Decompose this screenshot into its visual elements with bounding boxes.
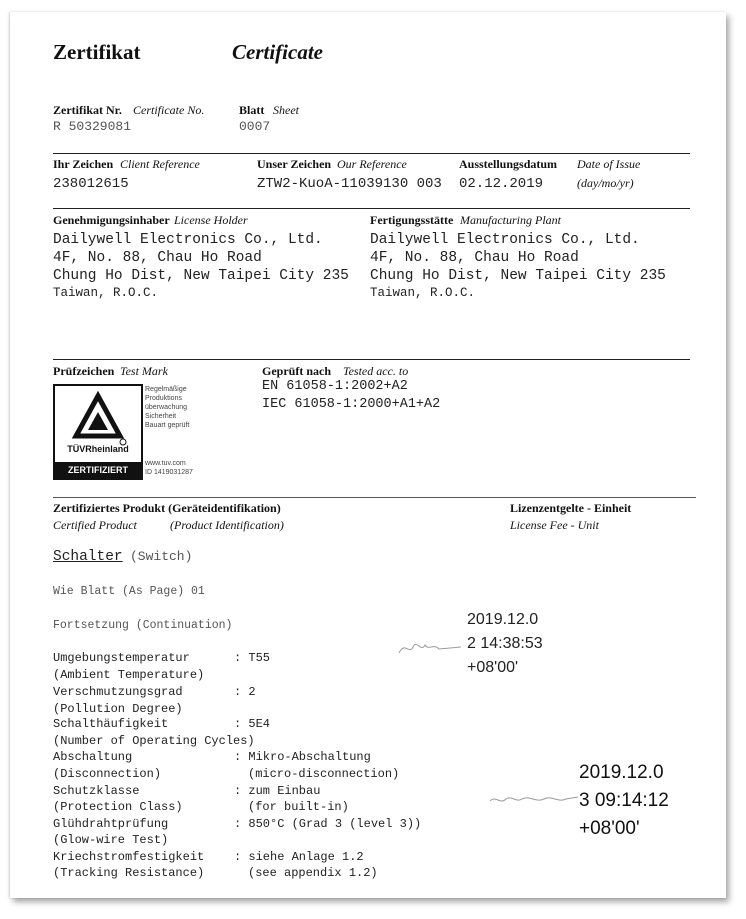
spec-value-en: (micro-disconnection): [248, 767, 400, 781]
stamp-time: 2 14:38:53: [467, 635, 543, 652]
spec-label-en: (Number of Operating Cycles): [53, 734, 255, 748]
spec-label-de: Umgebungstemperatur: [53, 651, 190, 665]
spec-label-en: (Ambient Temperature): [53, 668, 205, 682]
testmark-url: www.tuv.com: [145, 460, 186, 467]
title-en: Certificate: [232, 40, 323, 64]
holder-label-de: Genehmigungsinhaber: [53, 213, 170, 227]
handwritten-signature: [395, 633, 465, 659]
our-ref-label-de: Unser Zeichen: [257, 157, 332, 171]
handwritten-signature: [488, 789, 580, 809]
product-label-en: Certified Product: [53, 518, 137, 532]
tuv-rheinland-logo: [53, 384, 143, 480]
product-label-en-2: (Product Identification): [170, 518, 284, 532]
divider: [53, 153, 690, 154]
spec-label-de: Schutzklasse: [53, 784, 140, 798]
date-format: (day/mo/yr): [577, 176, 634, 190]
spec-label-en: (Protection Class): [53, 800, 183, 814]
cert-no-label-de: Zertifikat Nr.: [53, 103, 122, 117]
testmark-side-line: Sicherheit: [145, 413, 177, 420]
spec-label-de: Schalthäufigkeit: [53, 717, 169, 731]
spec-label-en: (Glow-wire Test): [53, 833, 169, 847]
as-page: Wie Blatt (As Page) 01: [53, 585, 205, 598]
stamp-time: 3 09:14:12: [579, 790, 669, 811]
spec-label-en: (Tracking Resistance): [53, 866, 205, 880]
plant-line: Dailywell Electronics Co., Ltd.: [370, 232, 640, 248]
plant-line: Chung Ho Dist, New Taipei City 235: [370, 268, 666, 284]
holder-line: Dailywell Electronics Co., Ltd.: [53, 232, 323, 248]
spec-label-de: Abschaltung: [53, 750, 133, 764]
divider: [53, 208, 690, 209]
issue-date-label-en: Date of Issue: [577, 157, 641, 171]
cert-no-label-en: Certificate No.: [133, 103, 205, 117]
plant-label-en: Manufacturing Plant: [460, 213, 561, 227]
holder-label-en: License Holder: [174, 213, 248, 227]
product-name-en: (Switch): [130, 549, 193, 564]
tested-standard: EN 61058-1:2002+A2: [262, 379, 408, 394]
testmark-label-de: Prüfzeichen: [53, 364, 115, 378]
plant-label-de: Fertigungsstätte: [370, 213, 454, 227]
title-de: Zertifikat: [53, 40, 141, 64]
spec-label-de: Kriechstromfestigkeit: [53, 850, 205, 864]
holder-line: Taiwan, R.O.C.: [53, 286, 159, 300]
tested-label-de: Geprüft nach: [262, 364, 331, 378]
stamp-date: 2019.12.0: [579, 762, 664, 783]
spec-label-en: (Pollution Degree): [53, 702, 183, 716]
stamp-offset: +08'00': [579, 818, 640, 839]
client-ref-value: 238012615: [53, 176, 129, 192]
sheet-value: 0007: [239, 119, 271, 134]
spec-value-en: (for built-in): [248, 800, 349, 814]
tested-label-en: Tested acc. to: [343, 364, 409, 378]
client-ref-label-de: Ihr Zeichen: [53, 157, 114, 171]
testmark-id: ID 1419031287: [145, 469, 193, 476]
product-name-de: Schalter: [53, 549, 123, 565]
testmark-side-line: Produktions: [145, 395, 182, 402]
spec-value: : 850°C (Grad 3 (level 3)): [234, 817, 422, 831]
our-ref-label-en: Our Reference: [337, 157, 407, 171]
sheet-label-en: Sheet: [273, 103, 299, 117]
plant-line: 4F, No. 88, Chau Ho Road: [370, 250, 579, 266]
divider: [53, 359, 690, 360]
fee-label-en: License Fee - Unit: [510, 518, 599, 532]
spec-value: : 2: [234, 685, 256, 699]
our-ref-value: ZTW2-KuoA-11039130 003: [257, 176, 442, 192]
divider: [53, 497, 696, 498]
testmark-side-line: Bauart geprüft: [145, 422, 190, 429]
logo-brand: TÜVRheinland: [67, 444, 129, 454]
issue-date-value: 02.12.2019: [459, 176, 544, 192]
spec-value: : Mikro-Abschaltung: [234, 750, 371, 764]
testmark-side-line: Regelmäßige: [145, 386, 187, 393]
spec-label-de: Glühdrahtprüfung: [53, 817, 169, 831]
spec-value: : T55: [234, 651, 271, 665]
spec-value: : 5E4: [234, 717, 271, 731]
cert-no-value: R 50329081: [53, 119, 132, 134]
spec-value: : zum Einbau: [234, 784, 321, 798]
testmark-side-line: überwachung: [145, 404, 188, 411]
stamp-offset: +08'00': [467, 659, 519, 676]
spec-label-en: (Disconnection): [53, 767, 162, 781]
sheet-label-de: Blatt: [239, 103, 265, 117]
client-ref-label-en: Client Reference: [120, 157, 200, 171]
stamp-date: 2019.12.0: [467, 611, 539, 628]
plant-line: Taiwan, R.O.C.: [370, 286, 476, 300]
continuation: Fortsetzung (Continuation): [53, 619, 233, 632]
product-label-de: Zertifiziertes Produkt (Geräteidentifikation): [53, 501, 281, 515]
spec-label-de: Verschmutzungsgrad: [53, 685, 183, 699]
testmark-label-en: Test Mark: [120, 364, 168, 378]
tested-standard: IEC 61058-1:2000+A1+A2: [262, 397, 441, 412]
spec-value-en: (see appendix 1.2): [248, 866, 378, 880]
logo-badge: ZERTIFIZIERT: [55, 462, 141, 478]
spec-value: : siehe Anlage 1.2: [234, 850, 364, 864]
issue-date-label-de: Ausstellungsdatum: [459, 157, 558, 171]
holder-line: Chung Ho Dist, New Taipei City 235: [53, 268, 349, 284]
holder-line: 4F, No. 88, Chau Ho Road: [53, 250, 262, 266]
fee-label-de: Lizenzentgelte - Einheit: [510, 501, 632, 515]
